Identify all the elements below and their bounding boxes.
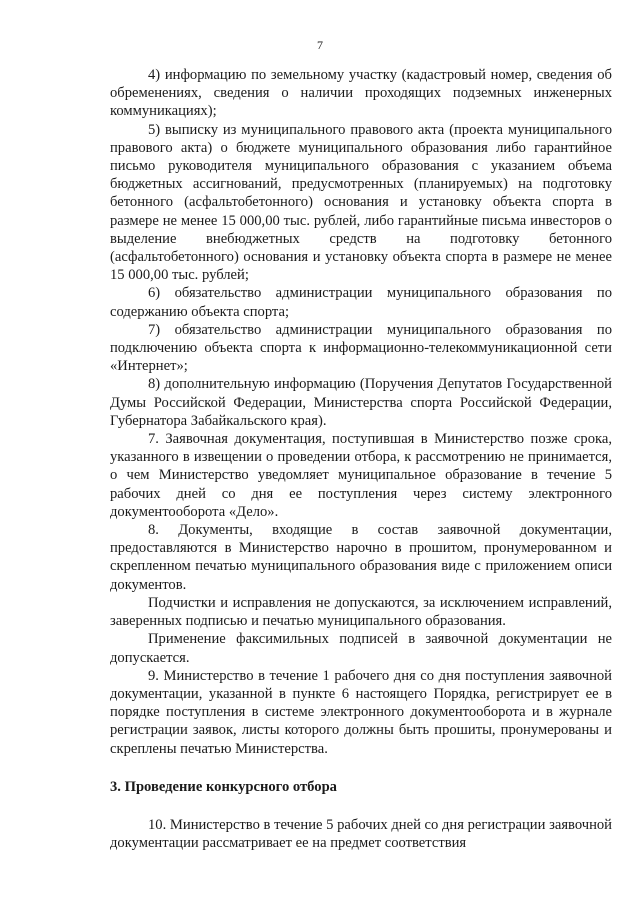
clause-8: 8. Документы, входящие в состав заявочной документации, предоставляются в Министерство нарочно в прошитом, пронумерованном и скрепленном печатью муниципального образования виде с приложением описи документов. [110, 522, 612, 593]
section-heading: 3. Проведение конкурсного отбора [110, 778, 337, 795]
page-number: 7 [317, 38, 323, 52]
clause-10: 10. Министерство в течение 5 рабочих дней со дня регистрации заявочной документации рассматривает ее на предмет соответствия [110, 816, 612, 852]
clause-8-corrections: Подчистки и исправления не допускаются, за исключением исправлений, заверенных подписью и печатью муниципального образования. [110, 594, 612, 630]
list-item-7: 7) обязательство администрации муниципального образования по подключению объекта спорта к информационно-телекоммуникационной сети «Интернет»; [110, 321, 612, 375]
document-body [110, 66, 612, 852]
clause-7: 7. Заявочная документация, поступившая в Министерство позже срока, указанного в извещении о проведении отбора, к рассмотрению не принимается, о чем Министерство уведомляет муниципальное образование в течение 5 рабочих дней со дня ее поступления через систему электронного документооборота «Дело». [110, 431, 612, 520]
clause-9: 9. Министерство в течение 1 рабочего дня со дня поступления заявочной документации, указанной в пункте 6 настоящего Порядка, регистрирует ее в порядке поступления в системе электронного документооборота и в журнале регистрации заявок, листы которого должны быть прошиты, пронумерованы и скреплены печатью Министерства. [110, 667, 612, 757]
list-item-4: 4) информацию по земельному участку (кадастровый номер, сведения об обременениях, сведения о наличии проходящих подземных инженерных коммуникациях); [110, 67, 612, 120]
list-item-6: 6) обязательство администрации муниципального образования по содержанию объекта спорта; [110, 285, 612, 320]
list-item-5: 5) выписку из муниципального правового акта (проекта муниципального правового акта) о бюджете муниципального образования либо гарантийное письмо руководителя муниципального образования с указанием объема бюджетных ассигнований, предусмотренных (планируемых) на подготовку бетонного (асфальтобетонного) основания и установку объекта спорта в размере не менее 15 000,00 тыс. рублей, либо гарантийные письма инвесторов о выделение внебюджетных средств на подготовку бетонного (асфальтобетонного) основания и установку объекта спорта в размере не менее 15 000,00 тыс. рублей; [110, 121, 612, 284]
list-item-8: 8) дополнительную информацию (Поручения Депутатов Государственной Думы Российской Федерации, Министерства спорта Российской Федерации, Губернатора Забайкальского края). [110, 376, 612, 429]
clause-8-facsimile: Применение факсимильных подписей в заявочной документации не допускается. [110, 631, 612, 666]
